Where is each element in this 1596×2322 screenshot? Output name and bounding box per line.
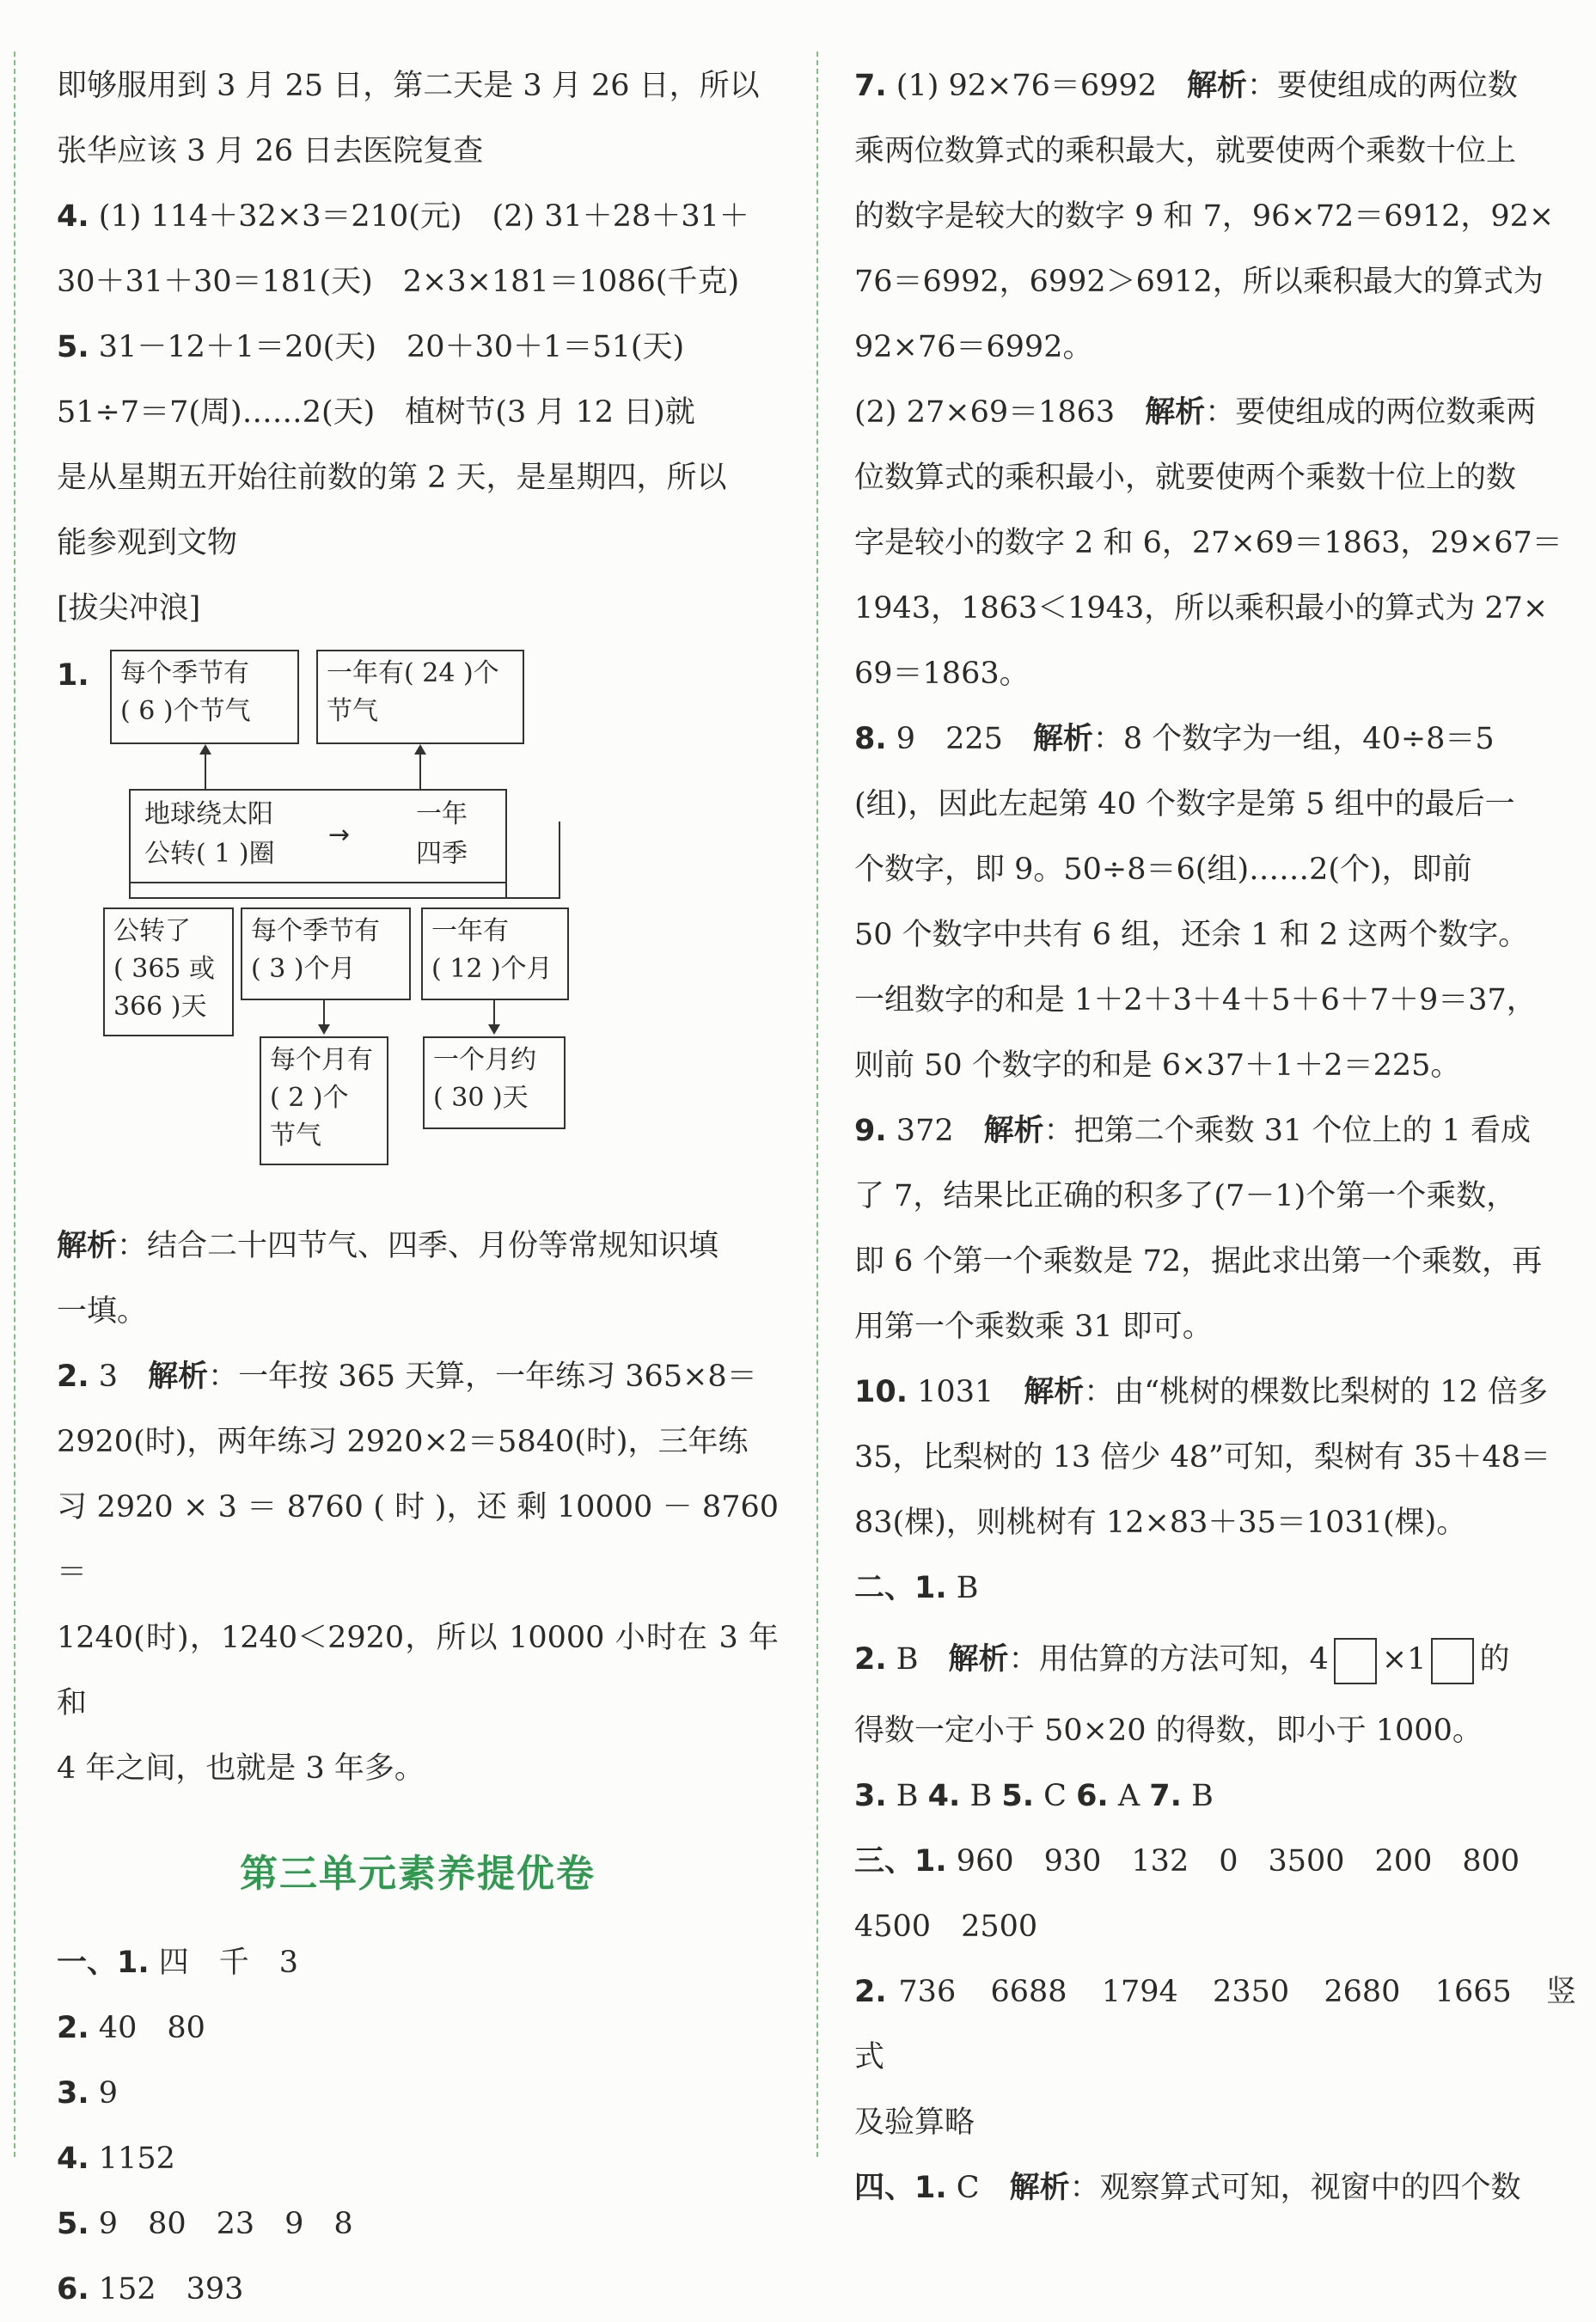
analysis-text: ：一年按 365 天算，一年练习 365×8＝	[208, 1360, 757, 1394]
answer-text: 40 80	[98, 2011, 205, 2045]
part1-item	[57, 2257, 779, 2322]
question-number: 2.	[57, 2011, 89, 2045]
part2-item	[854, 1555, 1576, 1621]
box-text: 每个季节有	[251, 916, 380, 946]
box-text: 一个月约	[433, 1045, 536, 1075]
analysis-text: ：把第二个乘数 31 个位上的 1 看成	[1043, 1114, 1531, 1148]
text-line: 张华应该 3 月 26 日去医院复查	[57, 134, 484, 168]
left-margin-divider	[14, 52, 15, 2157]
analysis-label: 解析	[1024, 1375, 1085, 1409]
answer-text: 1031	[917, 1375, 994, 1409]
analysis-line: 1240(时)，1240＜2920，所以 10000 小时在 3 年和	[57, 1621, 779, 1720]
analysis-line: 4 年之间，也就是 3 年多。	[57, 1751, 425, 1786]
analysis-text: ：要使组成的两位数	[1247, 69, 1519, 103]
blank-box	[1431, 1638, 1474, 1684]
box-text: 每个季节有	[120, 658, 249, 688]
question-number: 四、1.	[854, 2171, 947, 2205]
answer-text: B	[896, 1779, 919, 1813]
analysis-line: (组)，因此左起第 40 个数字是第 5 组中的最后一	[854, 787, 1515, 822]
part2-items	[854, 1763, 1576, 1829]
analysis-line: 一组数字的和是 1＋2＋3＋4＋5＋6＋7＋9＝37，	[854, 983, 1537, 1017]
answer-text: B	[956, 1571, 979, 1605]
answer-text: 9 225	[896, 722, 1003, 756]
analysis-label: 解析	[983, 1114, 1044, 1148]
box-month-days	[423, 1036, 566, 1129]
analysis-label: 解析	[948, 1642, 1009, 1677]
answer-line: 4500 2500	[854, 1910, 1038, 1944]
answer-text: 3	[98, 1360, 119, 1394]
analysis-line: 83(棵)，则桃树有 12×83＋35＝1031(棵)。	[854, 1506, 1467, 1540]
answer-text: C	[956, 2171, 980, 2205]
analysis-line: 则前 50 个数字的和是 6×37＋1＋2＝225。	[854, 1048, 1461, 1083]
answer-text: 152 393	[98, 2272, 244, 2307]
analysis-line: 1943，1863＜1943，所以乘积最小的算式为 27×	[854, 591, 1549, 626]
question-7-part2	[854, 380, 1576, 445]
box-season-months	[241, 907, 411, 1000]
connector-line	[205, 755, 206, 789]
answer-text: (1) 92×76＝6992	[896, 69, 1157, 103]
analysis-label: 解析	[1032, 722, 1093, 756]
section-label: [拔尖冲浪]	[57, 591, 201, 626]
box-text: ( 3 )个月	[251, 954, 356, 984]
analysis-label: 解析	[1187, 69, 1248, 103]
box-text: 366 )天	[113, 992, 207, 1022]
part1-item	[57, 1995, 779, 2061]
answer-text: 9	[98, 2076, 119, 2111]
left-column	[57, 53, 779, 2322]
box-text: ( 2 )个	[270, 1083, 349, 1113]
box-text: 四季	[416, 839, 468, 869]
question-number: 2.	[57, 1360, 89, 1394]
analysis-line: 69＝1863。	[854, 657, 1030, 691]
question-number: 1.	[57, 658, 89, 693]
question-9	[854, 1098, 1576, 1164]
box-text: ( 6 )个节气	[120, 696, 251, 726]
answer-text: C	[1043, 1779, 1067, 1813]
question-number: 3.	[854, 1779, 887, 1813]
section-title: 第三单元素养提优卷	[240, 1852, 596, 1896]
part2-item	[854, 1621, 1576, 1698]
question-number: 一、1.	[57, 1946, 150, 1980]
connector-line	[129, 897, 560, 899]
box-text: 节气	[270, 1121, 321, 1151]
arrow-down-icon	[488, 1024, 500, 1035]
column-divider	[816, 52, 818, 2157]
question-2	[57, 1344, 779, 1409]
analysis-label: 解析	[1145, 395, 1206, 430]
arrow-right-icon: →	[328, 820, 351, 850]
question-10	[854, 1360, 1576, 1425]
box-text: ( 12 )个月	[431, 954, 553, 984]
box-text: 公转了	[113, 916, 191, 946]
question-number: 3.	[57, 2076, 89, 2111]
question-number: 5.	[1001, 1779, 1034, 1813]
arrow-up-icon	[199, 744, 211, 755]
question-number: 7.	[854, 69, 887, 103]
right-column	[854, 53, 1576, 2221]
part3-item	[854, 1959, 1576, 2090]
analysis-text: ：8 个数字为一组，40÷8＝5	[1092, 722, 1495, 756]
question-number: 4.	[57, 2142, 89, 2176]
analysis-line: 50 个数字中共有 6 组，还余 1 和 2 这两个数字。	[854, 918, 1529, 952]
analysis-label: 解析	[57, 1229, 118, 1263]
analysis-line: 的数字是较大的数字 9 和 7，96×72＝6912，92×	[854, 199, 1555, 234]
analysis-line: 习 2920 × 3 ＝ 8760 ( 时 )，还 剩 10000 － 8760 ＝	[57, 1490, 779, 1590]
answer-text: 31－12＋1＝20(天) 20＋30＋1＝51(天)	[98, 330, 685, 364]
analysis-line: 位数算式的乘积最小，就要使两个乘数十位上的数	[854, 461, 1517, 495]
analysis-label: 解析	[148, 1360, 209, 1394]
answer-text: (1) 114＋32×3＝210(元) (2) 31＋28＋31＋	[98, 199, 749, 234]
analysis-line: 得数一定小于 50×20 的得数，即小于 1000。	[854, 1714, 1483, 1748]
answer-line: 51÷7＝7(周)……2(天) 植树节(3 月 12 日)就	[57, 395, 695, 430]
analysis-text: 的	[1479, 1642, 1510, 1677]
question-4	[57, 184, 779, 249]
question-number: 10.	[854, 1375, 908, 1409]
part1-item	[57, 2126, 779, 2191]
analysis-text: ：要使组成的两位数乘两	[1205, 395, 1537, 430]
blank-box	[1334, 1638, 1377, 1684]
question-number: 2.	[854, 1975, 887, 2009]
part3-item	[854, 1829, 1576, 1894]
answer-line: 30＋31＋30＝181(天) 2×3×181＝1086(千克)	[57, 265, 740, 299]
analysis-line	[57, 1213, 779, 1279]
analysis-line: 76＝6992，6992＞6912，所以乘积最大的算式为	[854, 265, 1544, 299]
box-text: 节气	[327, 696, 378, 726]
answer-text: B	[896, 1642, 919, 1677]
analysis-line: 字是较小的数字 2 和 6，27×69＝1863，29×67＝	[854, 526, 1562, 560]
box-text: 每个月有	[270, 1045, 373, 1075]
answer-text: A	[1117, 1779, 1140, 1813]
box-text: 一年有( 24 )个	[327, 658, 499, 688]
analysis-line: 乘两位数算式的乘积最大，就要使两个乘数十位上	[854, 134, 1517, 168]
analysis-text: ：结合二十四节气、四季、月份等常规知识填	[117, 1229, 719, 1263]
question-number: 三、1.	[854, 1844, 947, 1879]
answer-line: 及验算略	[854, 2105, 975, 2140]
connector-line	[129, 883, 131, 899]
question-7	[854, 53, 1576, 119]
box-year-solar-terms	[316, 650, 524, 744]
analysis-line: 即 6 个第一个乘数是 72，据此求出第一个乘数，再	[854, 1244, 1543, 1279]
analysis-text: ：观察算式可知，视窗中的四个数	[1069, 2171, 1521, 2205]
analysis-line: 用第一个乘数乘 31 即可。	[854, 1310, 1213, 1344]
concept-diagram	[57, 650, 779, 1208]
question-number: 6.	[57, 2272, 89, 2307]
part1-item	[57, 2191, 779, 2257]
analysis-line: 个数字，即 9。50÷8＝6(组)……2(个)，即前	[854, 852, 1472, 887]
analysis-text: ：由“桃树的棵数比梨树的 12 倍多	[1084, 1375, 1548, 1409]
analysis-line: 35，比梨树的 13 倍少 48”可知，梨树有 35＋48＝	[854, 1440, 1551, 1475]
connector-line	[419, 755, 421, 789]
answer-line: 能参观到文物	[57, 526, 238, 560]
question-number: 5.	[57, 330, 89, 364]
question-number: 5.	[57, 2207, 89, 2241]
box-text: ( 365 或	[113, 954, 216, 984]
question-number: 8.	[854, 722, 887, 756]
part1-item	[57, 2061, 779, 2126]
connector-line	[323, 1000, 325, 1026]
part1-item	[57, 1930, 779, 1995]
answer-text: 9 80 23 9 8	[98, 2207, 353, 2241]
answer-text: B	[1191, 1779, 1214, 1813]
analysis-line: 2920(时)，两年练习 2920×2＝5840(时)，三年练	[57, 1425, 749, 1459]
box-text: 一年有	[431, 916, 509, 946]
analysis-text: ×1	[1381, 1642, 1427, 1677]
question-number: 4.	[927, 1779, 961, 1813]
text-line: 即够服用到 3 月 25 日，第二天是 3 月 26 日，所以	[57, 69, 760, 103]
connector-line	[559, 822, 560, 899]
arrow-up-icon	[414, 744, 426, 755]
question-5	[57, 315, 779, 380]
part4-item	[854, 2155, 1576, 2221]
box-orbit-days	[103, 907, 234, 1036]
answer-line: 是从星期五开始往前数的第 2 天，是星期四，所以	[57, 461, 727, 495]
question-number: 9.	[854, 1114, 887, 1148]
box-text: ( 30 )天	[433, 1083, 529, 1113]
question-number: 2.	[854, 1642, 887, 1677]
box-text: 公转( 1 )圈	[144, 839, 275, 869]
answer-text: (2) 27×69＝1863	[854, 395, 1116, 430]
answer-text: 1152	[98, 2142, 175, 2176]
box-text: 一年	[416, 799, 468, 829]
question-8	[854, 706, 1576, 772]
question-number: 7.	[1149, 1779, 1182, 1813]
arrow-down-icon	[318, 1024, 330, 1035]
answer-text: 四 千 3	[158, 1946, 299, 1980]
analysis-line: 了 7，结果比正确的积多了(7－1)个第一个乘数，	[854, 1179, 1517, 1213]
question-number: 二、1.	[854, 1571, 947, 1605]
box-earth-orbit	[129, 789, 507, 883]
answer-text: 372	[896, 1114, 954, 1148]
box-month-solar-terms	[260, 1036, 388, 1165]
box-text: 地球绕太阳	[144, 799, 273, 829]
connector-line	[505, 883, 507, 899]
connector-line	[493, 1000, 495, 1026]
analysis-line: 92×76＝6992。	[854, 330, 1093, 364]
question-number: 4.	[57, 199, 89, 234]
analysis-label: 解析	[1009, 2171, 1070, 2205]
analysis-line: 一填。	[57, 1294, 148, 1329]
question-number: 6.	[1076, 1779, 1109, 1813]
answer-text: 960 930 132 0 3500 200 800	[956, 1844, 1520, 1879]
analysis-text: ：用估算的方法可知，4	[1008, 1642, 1329, 1677]
box-season-solar-terms	[110, 650, 299, 744]
box-year-months	[421, 907, 569, 1000]
answer-text: 736 6688 1794 2350 2680 1665 竖式	[854, 1975, 1576, 2075]
answer-text: B	[969, 1779, 993, 1813]
